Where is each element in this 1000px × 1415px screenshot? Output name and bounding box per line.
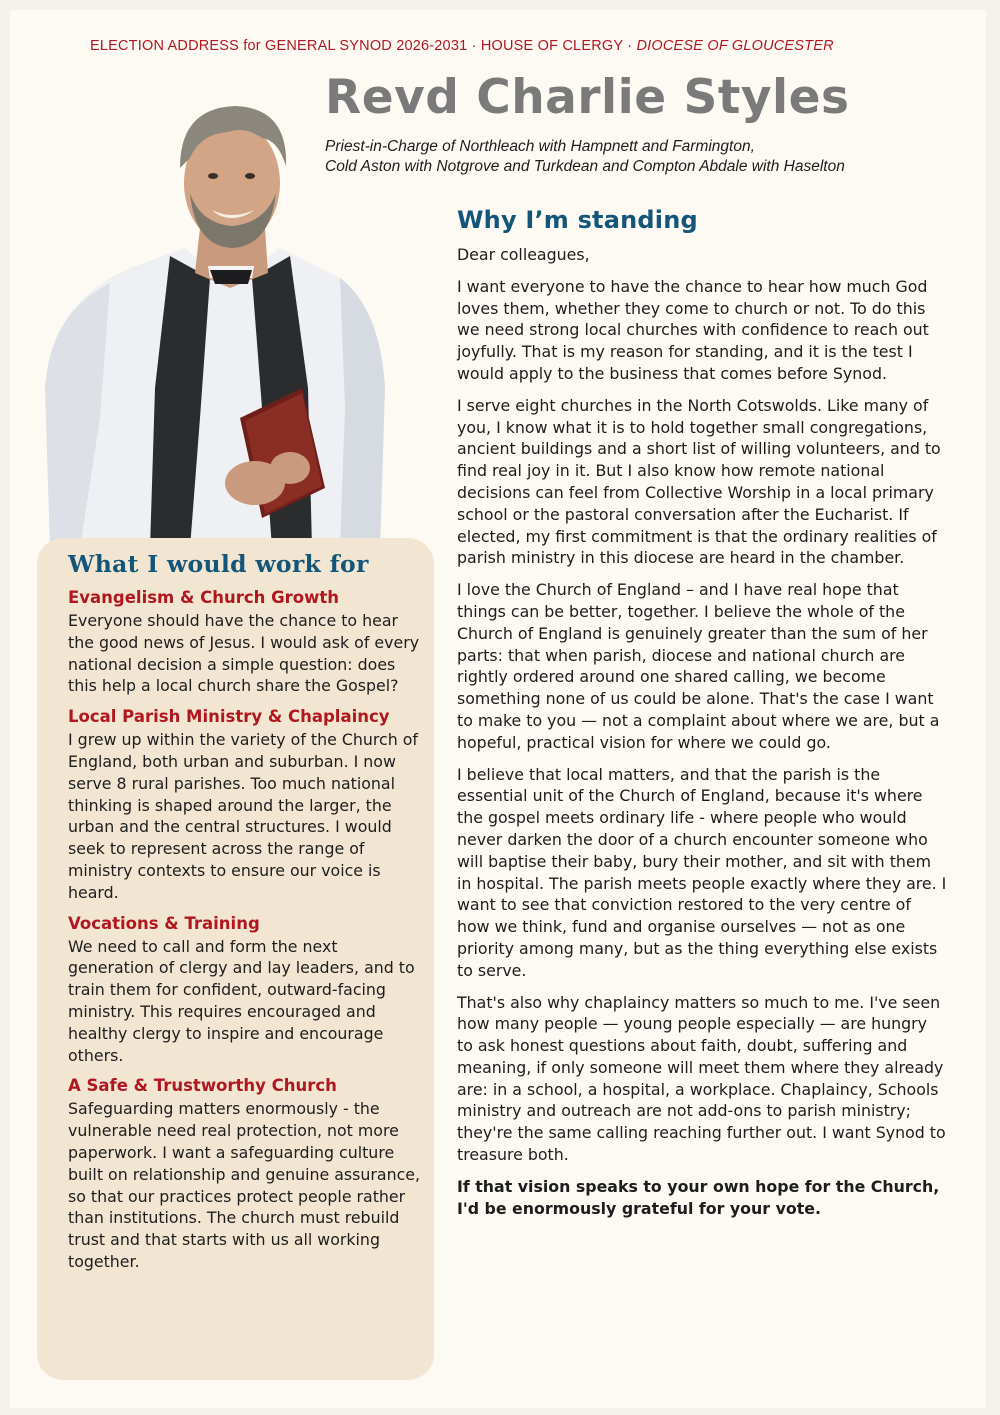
standing-paragraph: That's also why chaplaincy matters so much to me. I've seen how many people — young people especially — are hungry to ask honest questions about faith, doubt, suffering and meaning, if only someone will meet them where they already are: in a school, a hospital, a workplace. Chaplaincy, Schools ministry and outreach are not add-ons to parish ministry; they're the same calling reaching further out. I want Synod to treasure both. (457, 992, 946, 1165)
section-title-safeguarding: A Safe & Trustworthy Church (68, 1076, 337, 1096)
closing-appeal: If that vision speaks to your own hope for the Church, I'd be enormously grateful for your vote. (457, 1176, 940, 1218)
section-text-evangelism: Everyone should have the chance to hear the good news of Jesus. I would ask of every national decision a simple question: does this help a local church share the Gospel? (68, 611, 420, 696)
header-diocese: DIOCESE OF GLOUCESTER (636, 38, 834, 54)
standing-paragraph: I love the Church of England – and I have real hope that things can be better, together. I believe the whole of the Church of England is genuinely greater than the sum of her parts: that when parish, diocese and national church are rightly ordered around one shared calling, we become something none of us could be alone. That's the case I want to make to you — not a complaint about where we are, but a hopeful, practical vision for where we could go. (457, 580, 940, 752)
work-for-content (68, 550, 428, 1273)
why-standing-column (457, 206, 947, 1229)
role-line-2: Cold Aston with Notgrove and Turkdean and Compton Abdale with Haselton (325, 158, 845, 175)
work-for-heading: What I would work for (68, 550, 369, 578)
section-text-safeguarding: Safeguarding matters enormously - the vulnerable need real protection, not more paperwork. I want a safeguarding culture built on relationship and genuine assurance, so that our practices protect people rather than institutions. The church must rebuild trust and that starts with us all working together. (68, 1099, 421, 1271)
section-title-parish-ministry: Local Parish Ministry & Chaplaincy (68, 707, 390, 727)
election-header (90, 38, 910, 54)
section-title-vocations: Vocations & Training (68, 913, 260, 933)
section-title-evangelism: Evangelism & Church Growth (68, 588, 340, 607)
section-text-parish-ministry: I grew up within the variety of the Church of England, both urban and suburban. I now serve 8 rural parishes. Too much national thinking is shaped around the larger, the urban and the central structures. I would seek to represent across the range of ministry contexts to ensure our voice is heard. (68, 730, 418, 902)
header-main: ELECTION ADDRESS for GENERAL SYNOD 2026-2031 · HOUSE OF CLERGY · (90, 38, 637, 54)
role-line-1: Priest-in-Charge of Northleach with Hampnett and Farmington, (325, 138, 755, 155)
standing-paragraph: I serve eight churches in the North Cotswolds. Like many of you, I know what it is to hold together small congregations, ancient buildings and a short list of willing volunteers, and to find real joy in it. But I also know how remote national decisions can feel from Collective Worship in a local primary school or the pastoral conversation after the Eucharist. If elected, my first commitment is that the ordinary realities of parish ministry in this diocese are heard in the chamber. (457, 395, 941, 568)
standing-paragraph: Dear colleagues, (457, 245, 590, 264)
candidate-photo (40, 88, 440, 548)
why-standing-heading: Why I’m standing (457, 206, 698, 234)
candidate-name: Revd Charlie Styles (325, 70, 850, 125)
work-for-panel (37, 538, 434, 1380)
standing-paragraph: I want everyone to have the chance to hear how much God loves them, whether they come to church or not. To do this we need strong local churches with confidence to reach out joyfully. That is my reason for standing, and it is the test I would apply to the business that comes before Synod. (457, 276, 929, 383)
standing-paragraph: I believe that local matters, and that the parish is the essential unit of the Church of England, because it's where the gospel meets ordinary life - where people who would never darken the door of a church encounter someone who will baptise their baby, bury their mother, and sit with them in hospital. The parish meets people exactly where they are. I want to see that conviction restored to the very centre of how we think, fund and organise ourselves — not as one priority among many, but as the thing everything else exists to serve. (457, 764, 947, 980)
section-text-vocations: We need to call and form the next generation of clergy and lay leaders, and to train them for confident, outward-facing ministry. This requires encouraged and healthy clergy to inspire and encourage others. (68, 936, 415, 1065)
